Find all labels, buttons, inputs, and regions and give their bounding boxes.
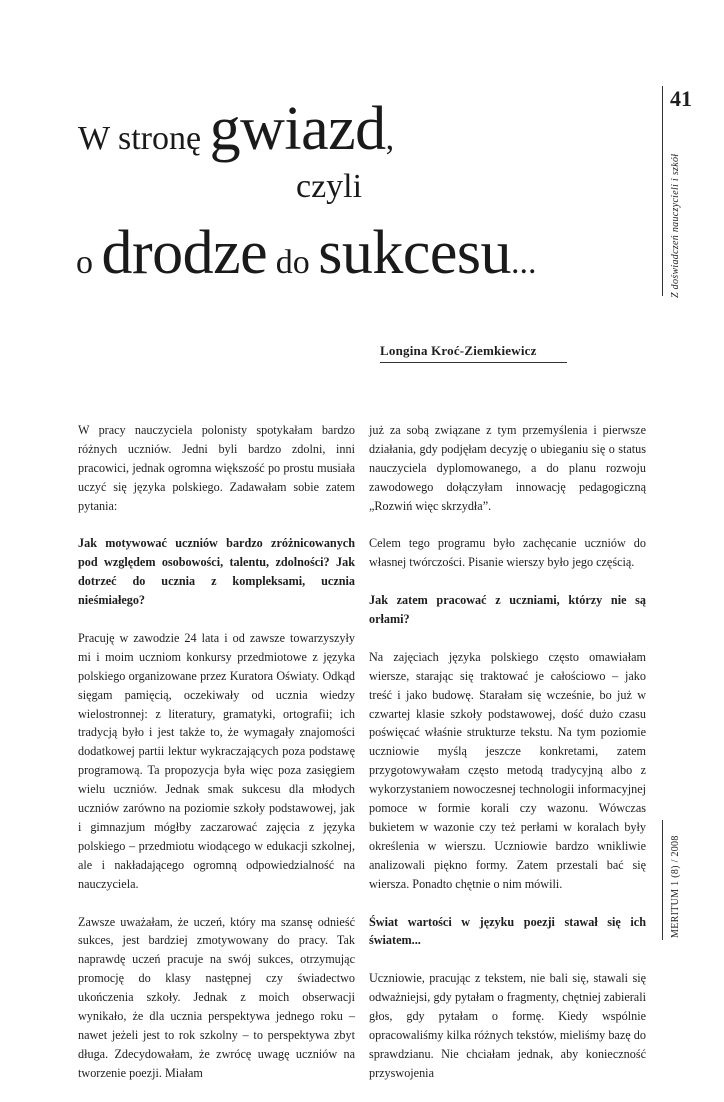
- title-word: o: [76, 244, 102, 281]
- right-column: [369, 421, 646, 1102]
- paragraph: Na zajęciach języka polskiego często omawiałam wiersze, starając się traktować je całościowo – jako treść i jako budowę. Starałam się wcześnie, bo już w czwartej klasie szkoły podstawowej, dość dużo czasu poświęcać właśnie strukturze tekstu. Na tym poziomie uczniowie myślą jeszcze konkretami, zatem przygotowywałam często metodą tradycyjną albo z wykorzystaniem nowoczesnej technologii informacyjnej pomoce w formie korali czy wazonu. Wówczas bukietem w wazonie czy też perłami w koralach były określenia w wierszu. Uczniowie bardzo wnikliwie analizowali piękno formy. Zatem przestali bać się wiersza. Ponadto chętnie o nim mówili.: [369, 649, 646, 891]
- paragraph: Celem tego programu było zachęcanie uczniów do własnej twórczości. Pisanie wierszy było jego częścią.: [369, 536, 646, 570]
- title-word: do: [267, 244, 319, 281]
- paragraph: Pracuję w zawodzie 24 lata i od zawsze towarzyszyły mi i moim uczniom konkursy przedmiotowe z języka polskiego organizowane przez Kuratora Oświaty. Odkąd sięgam pamięcią, oczekiwały od ucznia wiedzy wielostronnej: z literatury, gramatyki, ortografii; ich tradycją było i jest także to, że wymagały znajomości dodatkowej partii lektur wykraczających poza podstawę programową. Ta propozycja była więc poza zasięgiem wielu uczniów. Jednak smak sukcesu dla młodych uczniów zarówno na poziomie szkoły podstawowej, jak i gimnazjum mógłby zaczarować zajęcia z języka polskiego – przedmiotu wiodącego w edukacji szkolnej, ale i nakładającego ogromną odpowiedzialność na nauczyciela.: [78, 630, 355, 891]
- sidebar-divider: [662, 86, 663, 296]
- paragraph: Zawsze uważałam, że uczeń, który ma szansę odnieść sukces, jest bardziej zmotywowany do pracy. Tak naprawdę uczeń pracuje na swój sukces, otrzymując promocję do klasy następnej czy świadectwo ukończenia szkoły. Jednak z moich obserwacji wynikało, że dla ucznia perspektywa jednego roku – nawet jeżeli jest to rok szkolny – to perspektywa zbyt długa. Zdecydowałam, że zwrócę uwagę uczniów na tworzenie poezji. Miałam: [78, 914, 355, 1080]
- paragraph: już za sobą związane z tym przemyślenia i pierwsze działania, gdy podjęłam decyzję o ubieganiu się o status nauczyciela dyplomowanego, a do planu rozwoju zawodowego dołączyłam innowację pedagogiczną „Rozwiń więc skrzydła”.: [369, 423, 646, 513]
- subheading: Świat wartości w języku poezji stawał się ich światem...: [369, 914, 646, 948]
- title-word: ,: [385, 120, 395, 157]
- title-line-2: [296, 170, 362, 204]
- subheading: Jak zatem pracować z uczniami, którzy nie są orłami?: [369, 593, 646, 627]
- title-word: W stronę: [78, 120, 210, 157]
- title-word-large: sukcesu: [318, 219, 511, 287]
- title-word: ...: [510, 244, 537, 281]
- title-line-3: [76, 219, 537, 287]
- title-line-1: [78, 95, 395, 163]
- title-word-large: drodze: [101, 219, 268, 287]
- subheading: Jak motywować uczniów bardzo zróżnicowanych pod względem osobowości, talentu, zdolności? Jak dotrzeć do ucznia z kompleksami, ucznia nieśmiałego?: [78, 536, 355, 608]
- author-name: Longina Kroć-Ziemkiewicz: [380, 343, 567, 363]
- title-word-large: gwiazd: [209, 95, 386, 163]
- paragraph: W pracy nauczyciela polonisty spotykałam bardzo różnych uczniów. Jedni byli bardzo zdolni, inni pracowici, jednak ogromna większość po prostu musiała uczyć się języka polskiego. Zadawałam sobie zatem pytania:: [78, 423, 355, 513]
- sidebar-divider: [662, 820, 663, 940]
- left-column: [78, 421, 355, 1102]
- journal-label: MERITUM 1 (8) / 2008: [670, 835, 681, 938]
- paragraph: Uczniowie, pracując z tekstem, nie bali się, stawali się odważniejsi, gdy pytałam o fragmenty, chętniej zabierali głos, gdy pytałam o formę. Kiedy wspólnie opracowaliśmy kilka różnych tekstów, mieliśmy bazę do sprawdzianu. Nie chciałam jednak, aby konieczność przyswojenia: [369, 971, 646, 1080]
- title-word: czyli: [296, 168, 363, 205]
- page-number: 41: [670, 86, 692, 111]
- section-label: Z doświadczeń nauczycieli i szkół: [670, 153, 681, 298]
